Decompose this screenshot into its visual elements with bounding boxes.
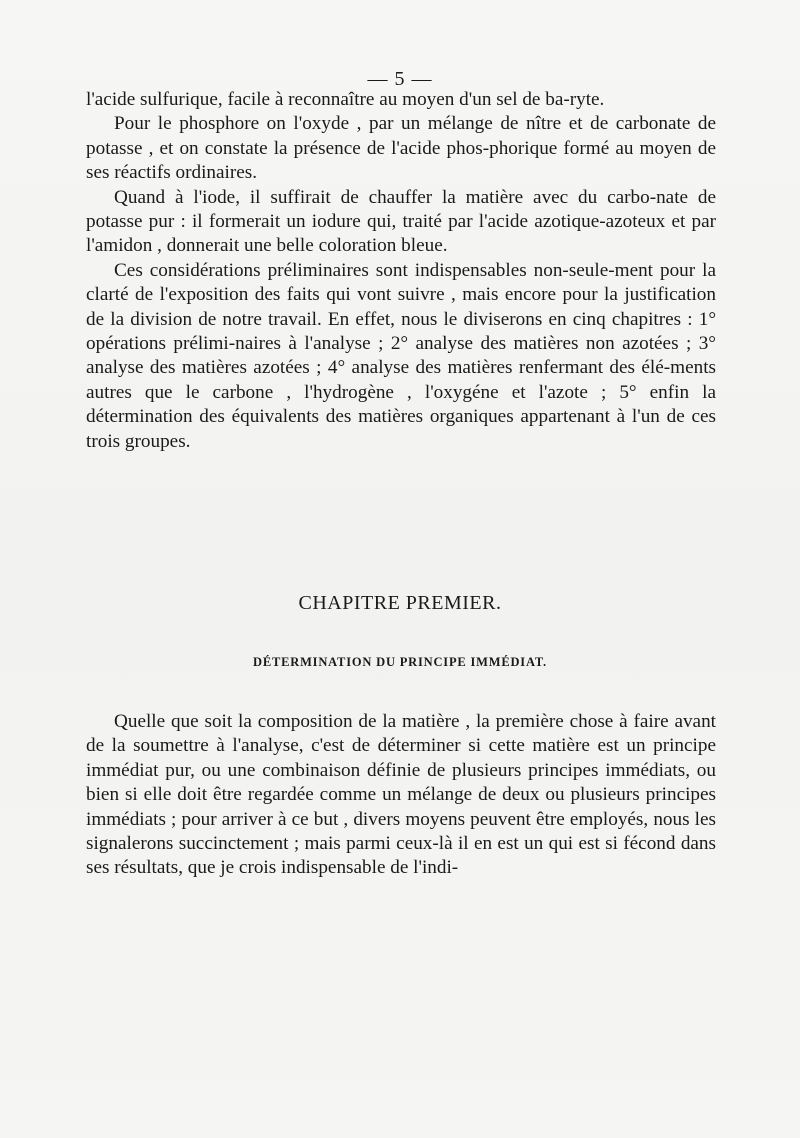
- paragraph: Quelle que soit la composition de la matière , la première chose à faire avant de la soumettre à l'analyse, c'est de déterminer si cette matière est un principe immédiat pur, ou une combinaison définie de plusieurs principes immédiats, ou bien si elle doit être regardée comme un mélange de deux ou plusieurs principes immédiats ; pour arriver à ce but , divers moyens peuvent être employés, nous les signalerons succinctement ; mais parmi ceux-là il en est un qui est si fécond dans ses résultats, que je crois indispensable de l'indi-: [86, 711, 716, 879]
- paragraph: Ces considérations préliminaires sont indispensables non-seule-ment pour la clarté de l'exposition des faits qui vont suivre , mais encore pour la justification de la division de notre travail. En effet, nous le diviserons en cinq chapitres : 1° opérations prélimi-naires à l'analyse ; 2° analyse des matières non azotées ; 3° analyse des matières azotées ; 4° analyse des matières renfermant des élé-ments autres que le carbone , l'hydrogène , l'oxygéne et l'azote ; 5° enfin la détermination des équivalents des matières organiques appartenant à l'un de ces trois groupes.: [86, 259, 716, 452]
- section-title: DÉTERMINATION DU PRINCIPE IMMÉDIAT.: [253, 655, 547, 669]
- paragraph: Pour le phosphore on l'oxyde , par un mélange de nître et de carbonate de potasse , et on constate la présence de l'acide phos-phorique formé au moyen de ses réactifs ordinaires.: [86, 113, 716, 184]
- paragraph: l'acide sulfurique, facile à reconnaître au moyen d'un sel de ba-ryte.: [86, 89, 605, 110]
- chapter-title: CHAPITRE PREMIER.: [298, 592, 502, 614]
- page-number: — 5 —: [367, 68, 433, 90]
- text-block-bottom: [86, 710, 716, 881]
- text-block-top: [86, 88, 716, 454]
- paragraph: Quand à l'iode, il suffirait de chauffer la matière avec du carbo-nate de potasse pur : il formerait un iodure qui, traité par l'acide azotique-azoteux et par l'amidon , donnerait une belle coloration bleue.: [86, 186, 716, 257]
